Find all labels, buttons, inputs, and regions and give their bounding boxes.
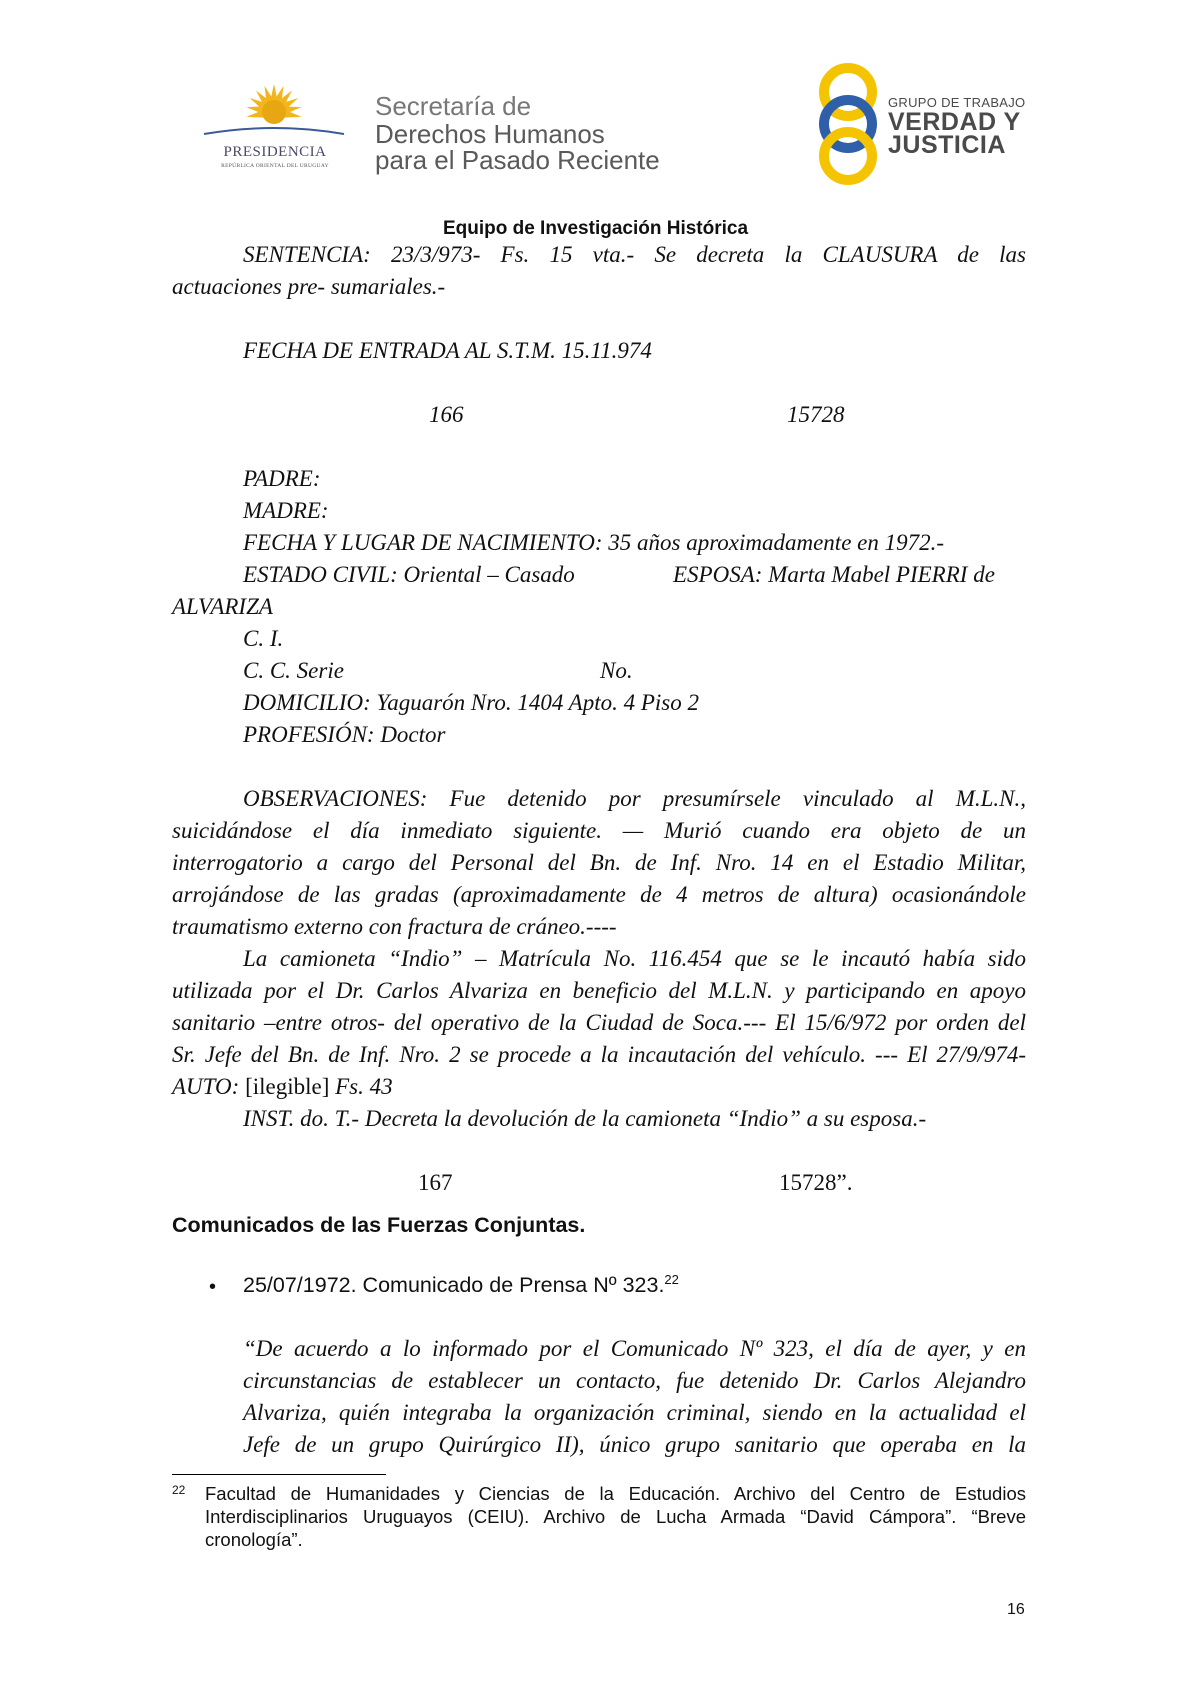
observaciones-line-3: interrogatorio a cargo del Personal del Bn. de Inf. Nro. 14 en el Estadio Militar, [172, 850, 1026, 875]
esposa-field: ESPOSA: Marta Mabel PIERRI de [673, 562, 995, 587]
sentencia-line-1: SENTENCIA: 23/3/973- Fs. 15 vta.- Se decreta la CLAUSURA de las [243, 242, 1026, 267]
observaciones-line-4: arrojándose de las gradas (aproximadamente de 4 metros de altura) ocasionándole [172, 882, 1026, 907]
bullet-icon: • [209, 1276, 217, 1298]
footnote-number: 22 [172, 1483, 186, 1497]
observaciones-line-5: traumatismo externo con fractura de cráneo.---- [172, 914, 617, 939]
footnote-ref-link[interactable]: 22 [664, 1272, 679, 1287]
quote-line-2: circunstancias de establecer un contacto, fue detenido Dr. Carlos Alejandro [243, 1368, 1026, 1393]
quote-line-4: Jefe de un grupo Quirúrgico II), único grupo sanitario que operaba en la [243, 1432, 1026, 1457]
camioneta-line-2: utilizada por el Dr. Carlos Alvariza en beneficio del M.L.N. y participando en apoyo [172, 978, 1026, 1003]
ref1-number: 166 [429, 402, 464, 427]
gvj-label-1: GRUPO DE TRABAJO [888, 95, 1026, 110]
bullet-item-text: 25/07/1972. Comunicado de Prensa Nº 323. [243, 1273, 665, 1298]
footnote-separator [172, 1474, 386, 1475]
presidencia-label: PRESIDENCIA [223, 144, 327, 160]
footnote-line-3: cronología”. [205, 1529, 303, 1550]
presidencia-subtitle: REPÚBLICA ORIENTAL DEL URUGUAY [221, 163, 329, 169]
section-heading: Comunicados de las Fuerzas Conjuntas. [172, 1213, 586, 1237]
ci-field: C. I. [243, 626, 284, 651]
ref2-file: 15728”. [779, 1170, 853, 1195]
auto-line [172, 1072, 1026, 1102]
secretaria-line-2: Derechos Humanos [375, 119, 605, 149]
padre-field: PADRE: [243, 466, 321, 491]
quote-line-3: Alvariza, quién integraba la organización criminal, siendo en la actualidad el [243, 1400, 1026, 1425]
camioneta-line-1: La camioneta “Indio” – Matrícula No. 116.454 que se le incautó había sido [243, 946, 1026, 971]
secretaria-line-1: Secretaría de [375, 91, 532, 121]
alvariza-line: ALVARIZA [172, 594, 273, 619]
quote-line-1: “De acuerdo a lo informado por el Comunicado Nº 323, el día de ayer, y en [243, 1336, 1026, 1361]
footnote-line-1: Facultad de Humanidades y Ciencias de la Educación. Archivo del Centro de Estudios [205, 1483, 1026, 1504]
nacimiento-field: FECHA Y LUGAR DE NACIMIENTO: 35 años aproximadamente en 1972.- [243, 530, 945, 555]
page-number: 16 [1007, 1601, 1025, 1618]
domicilio-field: DOMICILIO: Yaguarón Nro. 1404 Apto. 4 Piso 2 [243, 690, 699, 715]
observaciones-line-1: OBSERVACIONES: Fue detenido por presumírsele vinculado al M.L.N., [243, 786, 1026, 811]
camioneta-line-3: sanitario –entre otros- del operativo de la Ciudad de Soca.--- El 15/6/972 por orden del [172, 1010, 1026, 1035]
auto-suffix: Fs. 43 [335, 1074, 393, 1099]
auto-prefix: AUTO: [172, 1074, 240, 1099]
profesion-field: PROFESIÓN: Doctor [243, 722, 446, 747]
secretaria-line-3: para el Pasado Reciente [375, 145, 660, 175]
auto-ilegible: [ilegible] [245, 1074, 330, 1099]
ref2-number: 167 [418, 1170, 453, 1195]
observaciones-line-2: suicidándose el día inmediato siguiente. — Murió cuando era objeto de un [172, 818, 1026, 843]
bullet-item [243, 1272, 679, 1298]
madre-field: MADRE: [243, 498, 329, 523]
cc-serie-field: C. C. Serie [243, 658, 344, 683]
ref1-file: 15728 [787, 402, 845, 427]
gvj-label-2: VERDAD Y [888, 108, 1021, 136]
gvj-label-3: JUSTICIA [888, 131, 1006, 159]
sentencia-line-2: actuaciones pre- sumariales.- [172, 274, 446, 299]
cc-no-field: No. [600, 658, 633, 683]
estado-civil-field: ESTADO CIVIL: Oriental – Casado [243, 562, 575, 587]
inst-line: INST. do. T.- Decreta la devolución de la camioneta “Indio” a su esposa.- [243, 1106, 927, 1131]
team-heading: Equipo de Investigación Histórica [442, 218, 749, 239]
footnote-line-2: Interdisciplinarios Uruguayos (CEIU). Archivo de Lucha Armada “David Cámpora”. “Breve [205, 1506, 1026, 1527]
camioneta-line-4: Sr. Jefe del Bn. de Inf. Nro. 2 se procede a la incautación del vehículo. --- El 27/9/974- [172, 1042, 1026, 1067]
fecha-entrada: FECHA DE ENTRADA AL S.T.M. 15.11.974 [243, 338, 652, 363]
